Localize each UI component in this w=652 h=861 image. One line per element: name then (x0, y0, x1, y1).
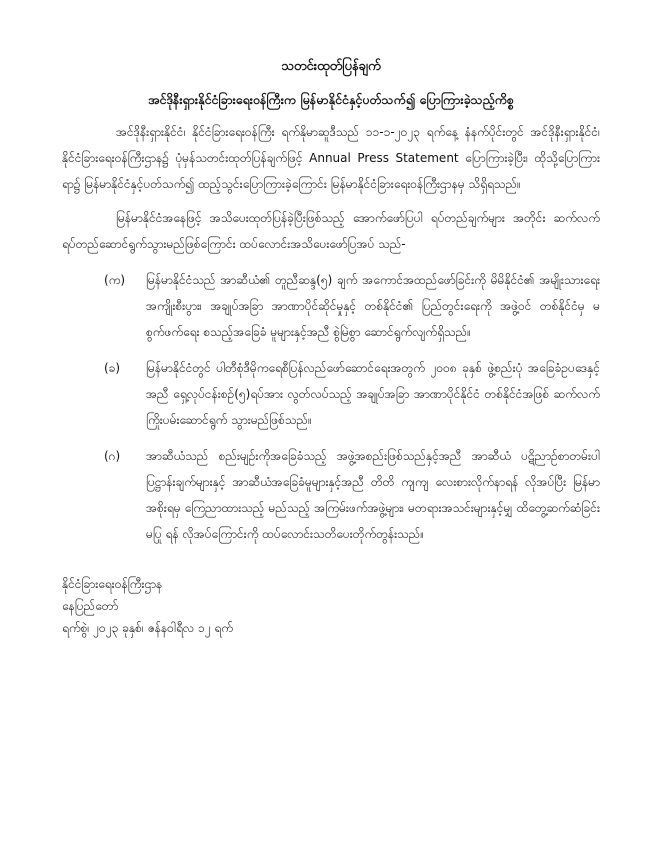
issuing-ministry: နိုင်ငံခြားရေးဝန်ကြီးဌာန (62, 577, 163, 591)
list-item (62, 355, 600, 433)
list-item-text: မြန်မာနိုင်ငံတွင် ပါတီစုံဒီမိုကရေစီပြန်လည်ဖော်ဆောင်ရေးအတွက် ၂၀၀၈ ခုနှစ် ဖွဲ့စည်းပုံ အခြေခံဥပဒေနှင့်အညီ ရှေ့လုပ်ငန်းစဉ်(၅)ရပ်အား လွတ်လပ်သည့် အချုပ်အခြာ အာဏာပိုင်နိုင်ငံ တစ်နိုင်ငံအဖြစ် ဆက်လက်ကြိုးပမ်းဆောင်ရွက် သွားမည်ဖြစ်သည်။ (146, 361, 600, 427)
body-paragraph-1: အင်ဒိုနီးရှားနိုင်ငံ၊ နိုင်ငံခြားရေးဝန်ကြီး ရက်နိုမာဆူဒီသည် ၁၁-၁-၂၀၂၃ ရက်နေ့ နံနက်ပိုင်းတွင် အင်ဒိုနီးရှားနိုင်ငံ၊ နိုင်ငံခြားရေးဝန်ကြီးဌာန၌ ပုံမှန်သတင်းထုတ်ပြန်ချက်ဖြင့် Annual Press Statement ပြောကြားခဲ့ပြီး၊ ထိုသို့ပြောကြားရာ၌ မြန်မာနိုင်ငံနှင့်ပတ်သက်၍ ထည့်သွင်းပြောကြားခဲ့ကြောင်း မြန်မာနိုင်ငံခြားရေးဝန်ကြီးဌာနမှ သိရှိရသည်။ (62, 125, 600, 191)
list-item (62, 267, 600, 345)
position-list (62, 267, 600, 547)
list-item-marker: (ခ) (104, 361, 121, 375)
list-item-text: မြန်မာနိုင်ငံသည် အာဆီယံ၏ တူညီဆန္ဒ(၅) ချက် အကောင်အထည်ဖော်ခြင်းကို မိမိနိုင်ငံ၏ အမျိုးသားရေးအကျိုးစီးပွား၊ အချုပ်အခြာ အာဏာပိုင်ဆိုင်မှုနှင့် တစ်နိုင်ငံ၏ ပြည်တွင်းရေးကို အဖွဲ့ဝင် တစ်နိုင်ငံမှ မစွက်ဖက်ရေး စသည့်အခြေခံ မူများနှင့်အညီ စွဲမြဲစွာ ဆောင်ရွက်လျက်ရှိသည်။ (146, 273, 600, 339)
document-title: သတင်းထုတ်ပြန်ချက် (281, 59, 381, 74)
list-item-marker: (ဂ) (104, 449, 121, 463)
document-subtitle: အင်ဒိုနီးရှားနိုင်ငံခြားရေးဝန်ကြီးက မြန်မာနိုင်ငံနှင့်ပတ်သက်၍ ပြောကြားခဲ့သည့်ကိစ္စ (147, 92, 515, 107)
issue-date: ရက်စွဲ၊ ၂၀၂၃ ခုနှစ်၊ ဇန်နဝါရီလ ၁၂ ရက် (62, 621, 234, 635)
issue-place: နေပြည်တော် (62, 599, 119, 613)
body-paragraph-2: မြန်မာနိုင်ငံအနေဖြင့် အသိပေးထုတ်ပြန်ခဲ့ပြီးဖြစ်သည့် အောက်ဖော်ပြပါ ရပ်တည်ချက်များ အတိုင်း ဆက်လက် ရပ်တည်ဆောင်ရွက်သွားမည်ဖြစ်ကြောင်း ထပ်လောင်းအသိပေးဖော်ပြအပ် သည်- (62, 211, 600, 251)
list-item-marker: (က) (104, 273, 126, 287)
list-item-text: အာဆီယံသည် စည်းမျဉ်းကိုအခြေခံသည့် အဖွဲ့အစည်းဖြစ်သည်နှင့်အညီ အာဆီယံ ပဋိညာဉ်စာတမ်းပါ ပြဋ္ဌာန်းချက်များနှင့် အာဆီယံအခြေခံမူများနှင့်အညီ တိတိ ကျကျ လေးစားလိုက်နာရန် လိုအပ်ပြီး မြန်မာအစိုးရမှ ကြေညာထားသည့် မည်သည့် အကြမ်းဖက်အဖွဲ့များ၊ မတရားအသင်းများနှင့်မျှ ထိတွေ့ဆက်ဆံခြင်းမပြု ရန် လိုအပ်ကြောင်းကို ထပ်လောင်းသတိပေးတိုက်တွန်းသည်။ (146, 449, 600, 541)
list-item (62, 443, 600, 547)
signature-block (62, 573, 600, 639)
